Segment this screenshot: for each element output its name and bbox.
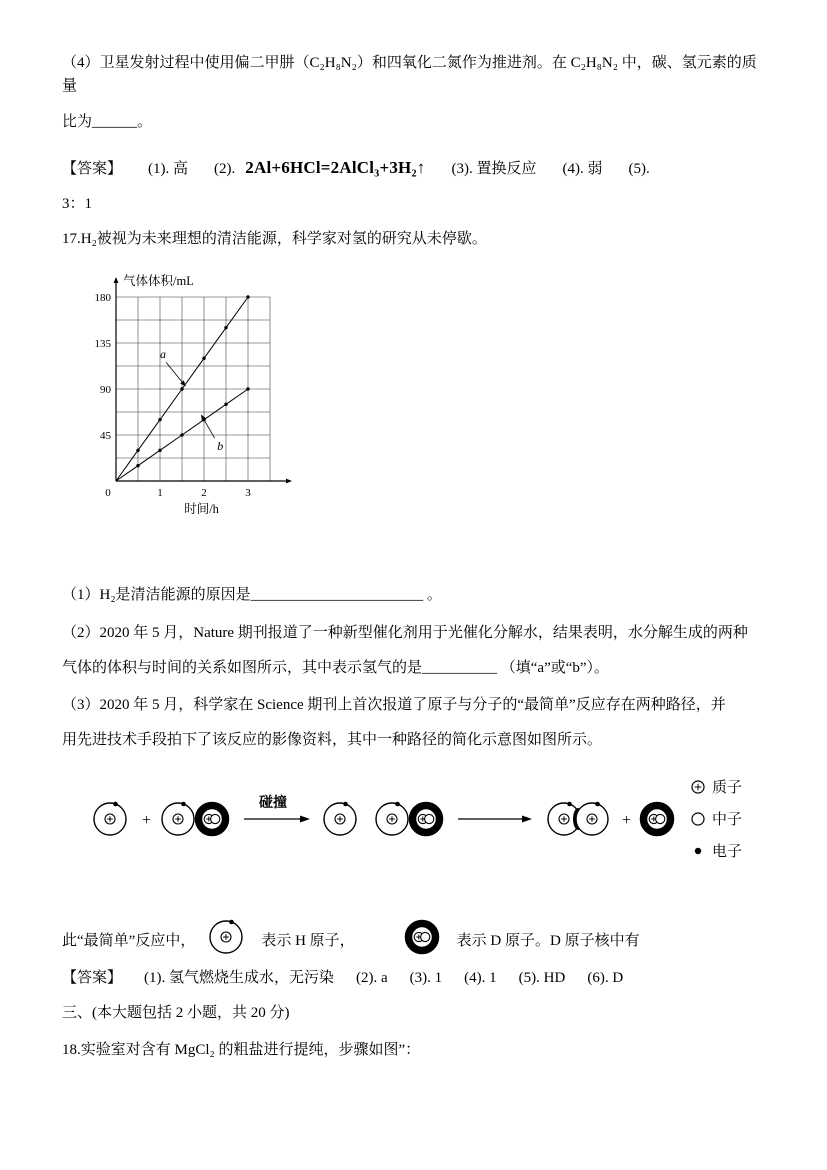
answer-16-item-3: (3). 置换反应 [451, 160, 537, 177]
svg-text:3: 3 [245, 487, 251, 500]
closing-pre: 此“最简单”反应中， [62, 932, 196, 949]
svg-text:45: 45 [100, 430, 111, 443]
d-atom-icon [413, 805, 440, 832]
answer-16-item-4: (4). 弱 [562, 160, 603, 177]
legend-proton [692, 779, 742, 796]
answer-16-item-5-value: 3：1 [62, 195, 93, 212]
answer-17-item-4: (4). 1 [464, 969, 497, 986]
svg-text:180: 180 [94, 292, 111, 305]
reaction-diagram [72, 767, 765, 876]
answer-17-item-3: (3). 1 [409, 969, 443, 986]
answer-17-item-2: (2). a [356, 969, 388, 986]
h-atom-icon [205, 916, 247, 958]
plus-sign: + [622, 811, 632, 829]
svg-text:0: 0 [105, 487, 111, 500]
closing-sentence [62, 916, 765, 952]
closing-mid: 表示 H 原子， [261, 932, 355, 949]
chemical-equation: 2Al+6HCl=2AlCl₃+3H₂↑ [245, 157, 426, 177]
h-atom-icon [94, 801, 126, 834]
answer-label: 【答案】 [62, 969, 123, 986]
question-17-sub3-line2: 用先进技术手段拍下了该反应的影像资料，其中一种路径的简化示意图如图所示。 [62, 732, 603, 749]
h-atom-icon [324, 801, 356, 834]
h-atom-icon [376, 801, 408, 834]
q16-part4-line1: （4）卫星发射过程中使用偏二甲肼（C₂H₈N₂）和四氧化二氮作为推进剂。在 C₂H₈N₂ 中，碳、氢元素的质量 [62, 55, 757, 95]
svg-text:b: b [217, 439, 224, 454]
question-17-sub2-line1: （2）2020 年 5 月，Nature 期刊报道了一种新型催化剂用于光催化分解水，结果表明，水分解生成的两种 [62, 624, 748, 641]
question-18-intro: 18.实验室对含有 MgCl₂ 的粗盐进行提纯，步骤如图”： [62, 1041, 421, 1058]
reaction-arrow-icon [458, 815, 532, 822]
svg-text:时间/h: 时间/h [184, 502, 219, 517]
answer-17-item-6: (6). D [587, 969, 624, 986]
closing-post: 表示 D 原子。D 原子核中有 [456, 932, 640, 949]
legend-electron-label: 电子 [712, 843, 743, 860]
answer-block-16 [62, 154, 765, 181]
q16-part4-line2: 比为______。 [62, 113, 153, 130]
legend-neutron [692, 811, 742, 828]
answer-17-item-1: (1). 氢气燃烧生成水，无污染 [144, 969, 335, 986]
question-17-sub2-line2: 气体的体积与时间的关系如图所示，其中表示氢气的是__________ （填“a”或“b”）。 [62, 659, 610, 676]
answer-17-item-5: (5). HD [518, 969, 566, 986]
collision-label: 碰撞 [259, 795, 287, 811]
legend-neutron-label: 中子 [712, 811, 743, 828]
svg-text:气体体积/mL: 气体体积/mL [123, 274, 194, 289]
d-atom-icon [199, 805, 226, 832]
svg-text:1: 1 [157, 487, 163, 500]
svg-text:a: a [160, 347, 166, 362]
svg-text:2: 2 [201, 487, 207, 500]
h-atom-icon [576, 801, 608, 834]
legend-electron [695, 842, 742, 860]
answer-16-item-5: (5). [628, 160, 650, 177]
answer-block-17 [62, 966, 765, 990]
gas-volume-chart-svg [70, 271, 302, 519]
gas-volume-chart [70, 271, 765, 524]
question-17-intro: 17.H₂被视为未来理想的清洁能源，科学家对氢的研究从未停歇。 [62, 231, 487, 248]
answer-16-item-1: (1). 高 [148, 160, 189, 177]
answer-label: 【答案】 [62, 160, 123, 177]
question-17-sub3-line1: （3）2020 年 5 月，科学家在 Science 期刊上首次报道了原子与分子的“最简单”反应存在两种路径，并 [62, 697, 726, 714]
legend-proton-label: 质子 [712, 779, 743, 796]
section-3-header: 三、(本大题包括 2 小题，共 20 分) [62, 1004, 290, 1021]
neutron-symbol-icon [692, 813, 704, 825]
question-17-sub1: （1）H₂是清洁能源的原因是_______________________ 。 [62, 587, 442, 604]
answer-16-item-2 [214, 154, 425, 181]
h-atom-icon [162, 801, 194, 834]
answer-16-item-2-number: (2). [214, 160, 236, 177]
electron-symbol-icon [695, 847, 701, 853]
svg-text:90: 90 [100, 384, 111, 397]
collision-arrow-icon [244, 815, 310, 822]
svg-text:135: 135 [94, 338, 111, 351]
reaction-diagram-svg [72, 767, 762, 871]
d-atom-icon [401, 916, 443, 958]
d-atom-icon [644, 805, 671, 832]
plus-sign: + [142, 811, 152, 829]
